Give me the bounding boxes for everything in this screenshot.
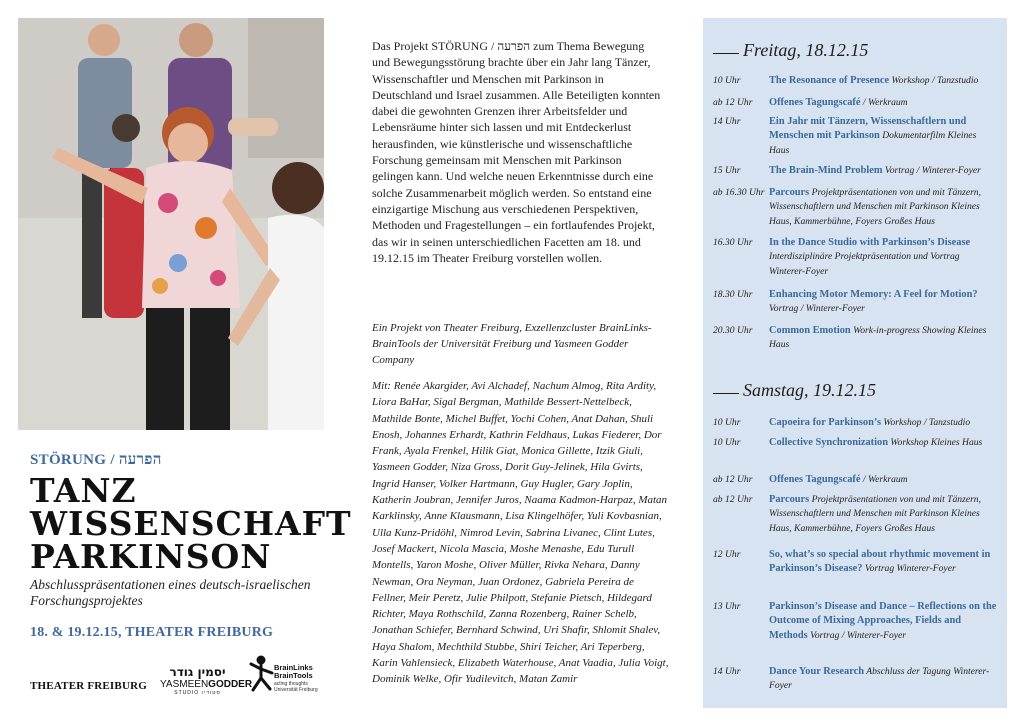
program-event-desc: Workshop / Tanzstudio — [881, 417, 971, 428]
program-time: 12 Uhr — [713, 549, 741, 560]
intro-paragraph: Das Projekt STÖRUNG / הפרעה zum Thema Bewegung und Bewegungsstörung brachte über ein Jahr lang Tänzer, Wissenschaftler und Menschen mit Parkinson in Deutschland und Israel zusammen. Alle Beteiligten konnten dabei die gewohnten Grenzen ihrer Arbeitsfelder und Lebensräume hinter sich lassen und mit Entdeckerlust herausfinden, wie künstlerische und wissenschaftliche Forschung gemeinsam mit Menschen mit Parkinson gelingen kann. Und welche neuen Erkenntnisse durch eine solche Zusammenarbeit möglich werden. So entstand eine einzigartige Mischung aus verschiedenen Perspektiven, Methoden und Fragestellungen – ein fortlaufendes Projekt, das wir in seinen unterschiedlichen Facetten am 18. und 19.12.15 im Theater Freiburg vorstellen wollen. — [372, 39, 661, 265]
program-body — [769, 288, 997, 317]
title-line-1: TANZ — [30, 471, 137, 510]
program-time: 10 Uhr — [713, 417, 741, 428]
program-time: ab 12 Uhr — [713, 97, 753, 108]
program-time: ab 12 Uhr — [713, 494, 753, 505]
participants-list: Mit: Renée Akargider, Avi Alchadef, Nachum Almog, Rita Ardity, Liora BaHar, Sigal Bergman, Mathilde Bessert-Nettelbeck, Mathilde Bonte, Michel Buffet, Yochi Cohen, Anat Dahan, Shuli Enosh, Johannes Erhardt, Kathrin Feldhaus, Lukas Fiederer, Dor Frank, Ayala Frenkel, Hilik Giat, Monica Gillette, Itzik Giuli, Yasmeen Godder, Niza Gross, Dorit Guy-Jelinek, Hila Gvirts, Ingrid Hanser, Volker Hartmann, Guy Hugler, Gary Joplin, Katherin Joubran, Jennifer Juros, Naama Kadmon-Harpaz, Matan Karklinsky, Anne Klausmann, Lisa Klingelhöfer, Yuli Kovbasnian, Ulla Kunz-Pridöhl, Nimrod Levin, Sabrina Livanec, Clint Lutes, Josef Mackert, Nicola Mascia, Moshe Menashe, Edu Turull Montells, Yaron Moshe, Oliver Müller, Rivka Nehara, Danny Newman, Ora Neyman, Juan Ordonez, Gabriela Pereira de Fellner, Meir Peretz, Julie Philpott, Stefanie Pietsch, Hildegard Richter, Maya Rothschild, Zanna Rozenberg, Rainer Schelb, Jonathan Schiefer, Bernhard Schwind, Uri Shafir, Shlomit Shalev, Haya Shalom, Mechthild Stubbe, Shiri Teicher, Ari Teperberg, Karin Vahlensieck, Elizabeth Waterhouse, Anat Vaadia, Julia Voigt, Dominik Welke, Ofir Yudilevitch, Matan Zamir — [372, 380, 669, 686]
program-event-title: So, what’s so special about rhythmic movement in Parkinson’s Disease? — [769, 549, 991, 575]
program-event-desc: Work-in-progress Showing Kleines Haus — [769, 325, 987, 351]
brainlinks-figure-icon — [248, 654, 274, 694]
program-time: ab 16.30 Uhr — [713, 187, 765, 198]
program-event-title: In the Dance Studio with Parkinson’s Disease — [769, 237, 971, 248]
godder-latin — [160, 679, 253, 690]
program-panel — [703, 18, 1007, 708]
program-time: 14 Uhr — [713, 666, 741, 677]
program-body — [769, 548, 997, 577]
program-event-title: Ein Jahr mit Tänzern, Wissenschaftlern und Menschen mit Parkinson — [769, 116, 967, 142]
program-time: 13 Uhr — [713, 601, 741, 612]
godder-latin-a: YASMEEN — [160, 679, 209, 690]
program-event-desc: Vortrag Winterer-Foyer — [862, 563, 956, 575]
program-event-desc: Workshop / Tanzstudio — [889, 75, 979, 86]
program-body — [769, 324, 997, 353]
event-dates: 18. & 19.12.15, THEATER FREIBURG — [30, 625, 274, 640]
program-body — [769, 186, 997, 229]
godder-latin-b: GODDER — [208, 679, 253, 690]
dance-photo — [18, 18, 324, 430]
brainlinks-line-1: BrainLinks — [274, 663, 313, 672]
program-time: 20.30 Uhr — [713, 325, 753, 336]
program-event-title: Dance Your Research — [769, 666, 865, 677]
yasmeen-godder-logo — [160, 665, 253, 696]
brainlinks-line-3: acting thoughts — [274, 681, 308, 687]
program-event-title: Parcours — [769, 494, 810, 505]
program-event-title: Collective Synchronization — [769, 437, 889, 448]
program-event-title: The Brain-Mind Problem — [769, 165, 883, 176]
program-event-title: Parkinson’s Disease and Dance – Reflections on the Outcome of Mixing Approaches, Fields and Methods — [769, 601, 997, 641]
program-event-title: Common Emotion — [769, 325, 851, 336]
program-body — [769, 236, 997, 279]
program-event-desc: / Werkraum — [860, 97, 908, 108]
poster-title — [30, 471, 352, 576]
program-time: ab 12 Uhr — [713, 474, 753, 485]
program-event-desc: Dokumentarfilm Kleines Haus — [769, 130, 977, 156]
program-event-title: Parcours — [769, 187, 810, 198]
program-body — [769, 115, 997, 158]
program-event-desc: Vortrag / Winterer-Foyer — [807, 629, 906, 641]
program-time: 15 Uhr — [713, 165, 741, 176]
program-body — [769, 164, 997, 178]
theater-freiburg-logo: THEATER FREIBURG — [30, 680, 147, 692]
program-time: 10 Uhr — [713, 75, 741, 86]
program-event-desc: Abschluss der Tagung Winterer-Foyer — [769, 666, 990, 692]
project-kicker: STÖRUNG / הפרעה — [30, 452, 162, 468]
program-body — [769, 74, 997, 88]
program-event-title: Enhancing Motor Memory: A Feel for Motion? — [769, 289, 978, 300]
brainlinks-braintools-logo — [248, 654, 328, 708]
title-line-3: PARKINSON — [30, 537, 272, 576]
program-event-desc: Vortrag / Winterer-Foyer — [882, 165, 981, 176]
program-time: 14 Uhr — [713, 116, 741, 127]
godder-hebrew: יסמין גודר — [169, 665, 226, 679]
poster-subtitle: Abschlusspräsentationen eines deutsch-israelischen Forschungsprojektes — [30, 577, 311, 608]
program-body — [769, 436, 997, 450]
program-event-desc: Workshop Kleines Haus — [888, 437, 983, 448]
program-body — [769, 665, 997, 694]
brainlinks-name — [274, 664, 313, 680]
program-body — [769, 473, 997, 487]
day-label: Samstag, 19.12.15 — [743, 380, 877, 400]
brainlinks-sub — [274, 681, 318, 693]
brainlinks-line-2: BrainTools — [274, 671, 313, 680]
title-line-2: WISSENSCHAFT — [30, 504, 352, 543]
day-heading — [713, 380, 876, 401]
program-event-title: Offenes Tagungscafé — [769, 97, 861, 108]
program-time: 16.30 Uhr — [713, 237, 753, 248]
day-heading — [713, 40, 868, 61]
godder-studio: STUDIO סטודיו — [174, 690, 221, 696]
program-time: 10 Uhr — [713, 437, 741, 448]
program-event-desc: Projektpräsentationen von und mit Tänzern, Wissenschaftlern und Menschen mit Parkinson Kleines Haus, Kammerbühne, Foyers Großes Haus — [769, 187, 982, 227]
heading-rule — [713, 53, 739, 54]
program-event-title: Capoeira for Parkinson’s — [769, 417, 881, 428]
program-event-desc: Interdisziplinäre Projektpräsentation und Vortrag Winterer-Foyer — [769, 251, 960, 277]
program-event-title: Offenes Tagungscafé — [769, 474, 861, 485]
program-event-desc: / Werkraum — [860, 474, 908, 485]
program-event-title: The Resonance of Presence — [769, 75, 890, 86]
brainlinks-line-4: Universität Freiburg — [274, 687, 318, 693]
project-credit: Ein Projekt von Theater Freiburg, Exzellenzcluster BrainLinks-BrainTools der Universität Freiburg und Yasmeen Godder Company — [372, 322, 652, 366]
heading-rule — [713, 393, 739, 394]
day-label: Freitag, 18.12.15 — [743, 40, 869, 60]
program-body — [769, 416, 997, 430]
program-body — [769, 493, 997, 536]
program-time: 18.30 Uhr — [713, 289, 753, 300]
program-body — [769, 96, 997, 110]
program-event-desc: Vortrag / Winterer-Foyer — [769, 303, 865, 315]
program-body — [769, 600, 997, 643]
program-event-desc: Projektpräsentationen von und mit Tänzern, Wissenschaftlern und Menschen mit Parkinson Kleines Haus, Kammerbühne, Foyers Großes Haus — [769, 494, 982, 534]
